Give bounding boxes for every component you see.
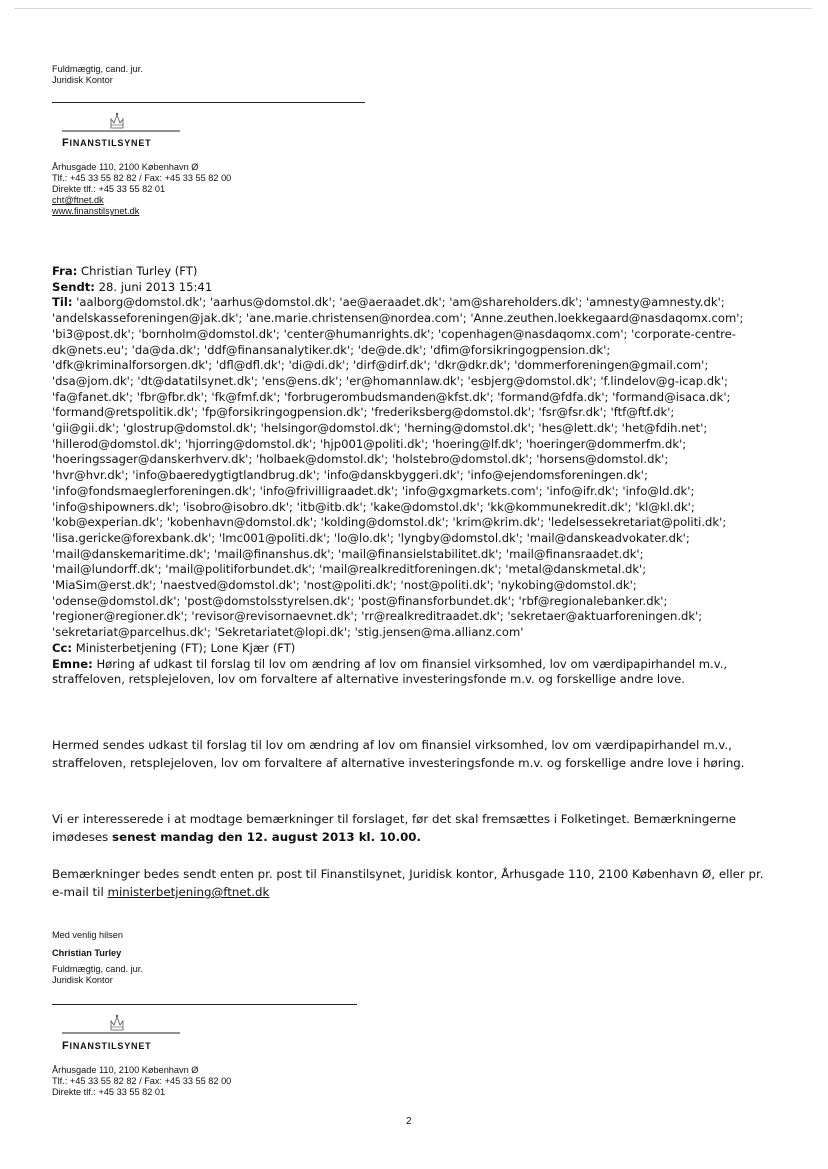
to-recipient-line: 'odense@domstol.dk'; 'post@domstolsstyrelsen.dk'; 'post@finansforbundet.dk'; 'rbf@regionalebanker.dk'; [52, 593, 668, 608]
body-paragraph-2 [52, 810, 772, 846]
to-recipient-line: 'mail@danskemaritime.dk'; 'mail@finanshus.dk'; 'mail@finansielstabilitet.dk'; 'mail@finansraadet.dk'; [52, 546, 644, 561]
subject-label: Emne: [52, 656, 93, 671]
brand-name [62, 137, 151, 149]
cc-label: Cc: [52, 640, 73, 655]
to-recipient-line: 'hvr@hvr.dk'; 'info@baeredygtigtlandbrug.dk'; 'info@danskbyggeri.dk'; 'info@ejendomsforeningen.dk'; [52, 468, 648, 483]
sender-department: Juridisk Kontor [52, 975, 113, 985]
to-recipient-line: 'hillerod@domstol.dk'; 'hjorring@domstol.dk'; 'hjp001@politi.dk'; 'hoering@lf.dk'; 'hoeringer@dommerfm.dk'; [52, 436, 687, 451]
sent-row [52, 280, 794, 296]
to-recipient-line: 'kob@experian.dk'; 'kobenhavn@domstol.dk'; 'kolding@domstol.dk'; 'krim@krim.dk'; 'ledelsessekretariat@politi.dk'; [52, 515, 727, 530]
signature-title: Fuldmægtig, cand. jur. [52, 64, 143, 74]
to-recipient-line: 'formand@retspolitik.dk'; 'fp@forsikringogpension.dk'; 'frederiksberg@domstol.dk'; 'fsr@fsr.dk'; 'ftf@ftf.dk'; [52, 405, 675, 420]
signature-department: Juridisk Kontor [52, 75, 113, 85]
from-value: Christian Turley (FT) [81, 264, 198, 278]
sent-label: Sendt: [52, 279, 95, 294]
brand-rest: INANSTILSYNET [69, 1041, 152, 1051]
to-recipient-line: 'aalborg@domstol.dk'; 'aarhus@domstol.dk'; 'ae@aeraadet.dk'; 'am@shareholders.dk'; 'amnesty@amnesty.dk'; [76, 295, 725, 310]
top-signature-contact [52, 162, 231, 217]
top-border-line [14, 8, 812, 9]
body-paragraph-1: Hermed sendes udkast til forslag til lov om ændring af lov om finansiel virksomhed, lov om værdipapirhandel m.v., straffeloven, retsplejeloven, lov om forvaltere af alternative investeringsfonde m.v. og forskellige andre love i høring. [52, 738, 745, 770]
top-signature-title-block [52, 64, 143, 86]
brand-initial: F [62, 1040, 70, 1052]
to-recipient-line: 'sekretariat@parcelhus.dk'; 'Sekretariatet@lopi.dk'; 'stig.jensen@ma.allianz.com' [52, 625, 524, 640]
to-recipient-line: 'fa@fanet.dk'; 'fbr@fbr.dk'; 'fk@fmf.dk'; 'forbrugerombudsmanden@kfst.dk'; 'formand@fdfa.dk'; 'formand@isaca.dk'; [52, 389, 731, 404]
cc-row [52, 641, 794, 657]
to-recipients [52, 295, 794, 640]
to-recipient-line: 'hoeringssager@danskerhverv.dk'; 'holbaek@domstol.dk'; 'holstebro@domstol.dk'; 'horsens@domstol.dk'; [52, 452, 669, 467]
to-recipient-line: 'dfk@kriminalforsorgen.dk'; 'dfl@dfl.dk'; 'di@di.dk'; 'dirf@dirf.dk'; 'dkr@dkr.dk'; 'dommerforeningen@gmail.com'; [52, 358, 709, 373]
para2-text: Vi er interesserede i at modtage bemærkninger til forslaget, før det skal fremsættes i Folketinget. Bemærkningerne imødeses [52, 812, 737, 844]
to-recipient-line: 'bi3@post.dk'; 'bornholm@domstol.dk'; 'center@humanrights.dk'; 'copenhagen@nasdaqomx.com'; 'corporate-centre- [52, 326, 736, 341]
closing-block [52, 928, 143, 986]
address: Århusgade 110, 2100 København Ø [52, 1065, 199, 1075]
page-number: 2 [406, 1116, 412, 1127]
email-header [52, 264, 794, 688]
deadline-text: senest mandag den 12. august 2013 kl. 10.00. [112, 830, 421, 844]
to-recipient-line: 'mail@lundorff.dk'; 'mail@politiforbundet.dk'; 'mail@realkreditforeningen.dk'; 'metal@danskmetal.dk'; [52, 562, 647, 577]
from-row [52, 264, 794, 280]
to-recipient-line: 'regioner@regioner.dk'; 'revisor@revisornaevnet.dk'; 'rr@realkreditraadet.dk'; 'sekretaer@aktuarforeningen.dk'; [52, 609, 703, 624]
direct-phone: Direkte tlf.: +45 33 55 82 01 [52, 184, 166, 194]
ministerbetjening-email-link[interactable]: ministerbetjening@ftnet.dk [107, 885, 270, 899]
sent-value: 28. juni 2013 15:41 [98, 279, 213, 294]
closing-divider [52, 1004, 357, 1005]
brand-name-bottom [62, 1040, 151, 1052]
body-paragraph-3 [52, 865, 772, 901]
subject-row [52, 657, 794, 688]
to-recipient-line: 'info@fondsmaeglerforeningen.dk'; 'info@frivilligraadet.dk'; 'info@gxgmarkets.com'; 'info@ifr.dk'; 'info@ld.dk'; [52, 483, 695, 498]
bottom-signature-contact [52, 1065, 231, 1098]
para3-text: Bemærkninger bedes sendt enten pr. post til Finanstilsynet, Juridisk kontor, Århusgade 110, 2100 København Ø, eller pr. e-mail til [52, 867, 764, 899]
to-recipient-line: 'dsa@jom.dk'; 'dt@datatilsynet.dk'; 'ens@ens.dk'; 'er@homannlaw.dk'; 'esbjerg@domstol.dk'; 'f.lindelov@g-icap.dk'; [52, 373, 728, 388]
brand-rest: INANSTILSYNET [69, 138, 152, 148]
subject-value: Høring af udkast til forslag til lov om ændring af lov om finansiel virksomhed, lov om værdipapirhandel m.v., straffeloven, retsplejeloven, lov om forvaltere af alternative investeringsfonde m.v. og forskellige andre love. [52, 656, 728, 687]
sender-name: Christian Turley [52, 948, 122, 958]
direct-phone: Direkte tlf.: +45 33 55 82 01 [52, 1087, 166, 1097]
to-recipient-line: 'info@shipowners.dk'; 'isobro@isobro.dk'; 'itb@itb.dk'; 'kake@domstol.dk'; 'kk@kommunekredit.dk'; 'kl@kl.dk'; [52, 499, 695, 514]
signature-divider [52, 102, 365, 103]
phone-fax: Tlf.: +45 33 55 82 82 / Fax: +45 33 55 82 00 [52, 1076, 232, 1086]
sender-title: Fuldmægtig, cand. jur. [52, 964, 143, 974]
to-recipient-line: 'lisa.gericke@forexbank.dk'; 'lmc001@politi.dk'; 'lo@lo.dk'; 'lyngby@domstol.dk'; 'mail@danskeadvokater.dk'; [52, 530, 690, 545]
brand-initial: F [62, 137, 70, 149]
phone-fax: Tlf.: +45 33 55 82 82 / Fax: +45 33 55 82 00 [52, 173, 232, 183]
greeting: Med venlig hilsen [52, 930, 123, 940]
from-label: Fra: [52, 264, 78, 278]
to-recipient-line: 'andelskasseforeningen@jak.dk'; 'ane.marie.christensen@nordea.com'; 'Anne.zeuthen.loekkegaard@nasdaqomx.com'; [52, 311, 744, 326]
to-label: Til: [52, 295, 73, 310]
website-link[interactable]: www.finanstilsynet.dk [52, 206, 140, 216]
cc-value: Ministerbetjening (FT); Lone Kjær (FT) [75, 640, 296, 655]
to-recipient-line: 'MiaSim@erst.dk'; 'naestved@domstol.dk'; 'nost@politi.dk'; 'nost@politi.dk'; 'nykobing@domstol.dk'; [52, 578, 637, 593]
address: Århusgade 110, 2100 København Ø [52, 162, 199, 172]
email-link[interactable]: cht@ftnet.dk [52, 195, 104, 205]
to-recipient-line: 'gii@gii.dk'; 'glostrup@domstol.dk'; 'helsingor@domstol.dk'; 'herning@domstol.dk'; 'hes@lett.dk'; 'het@fdih.net'; [52, 421, 708, 436]
to-recipient-line: dk@nets.eu'; 'da@da.dk'; 'ddf@finansanalytiker.dk'; 'de@de.dk'; 'dfim@forsikringogpension.dk'; [52, 342, 611, 357]
